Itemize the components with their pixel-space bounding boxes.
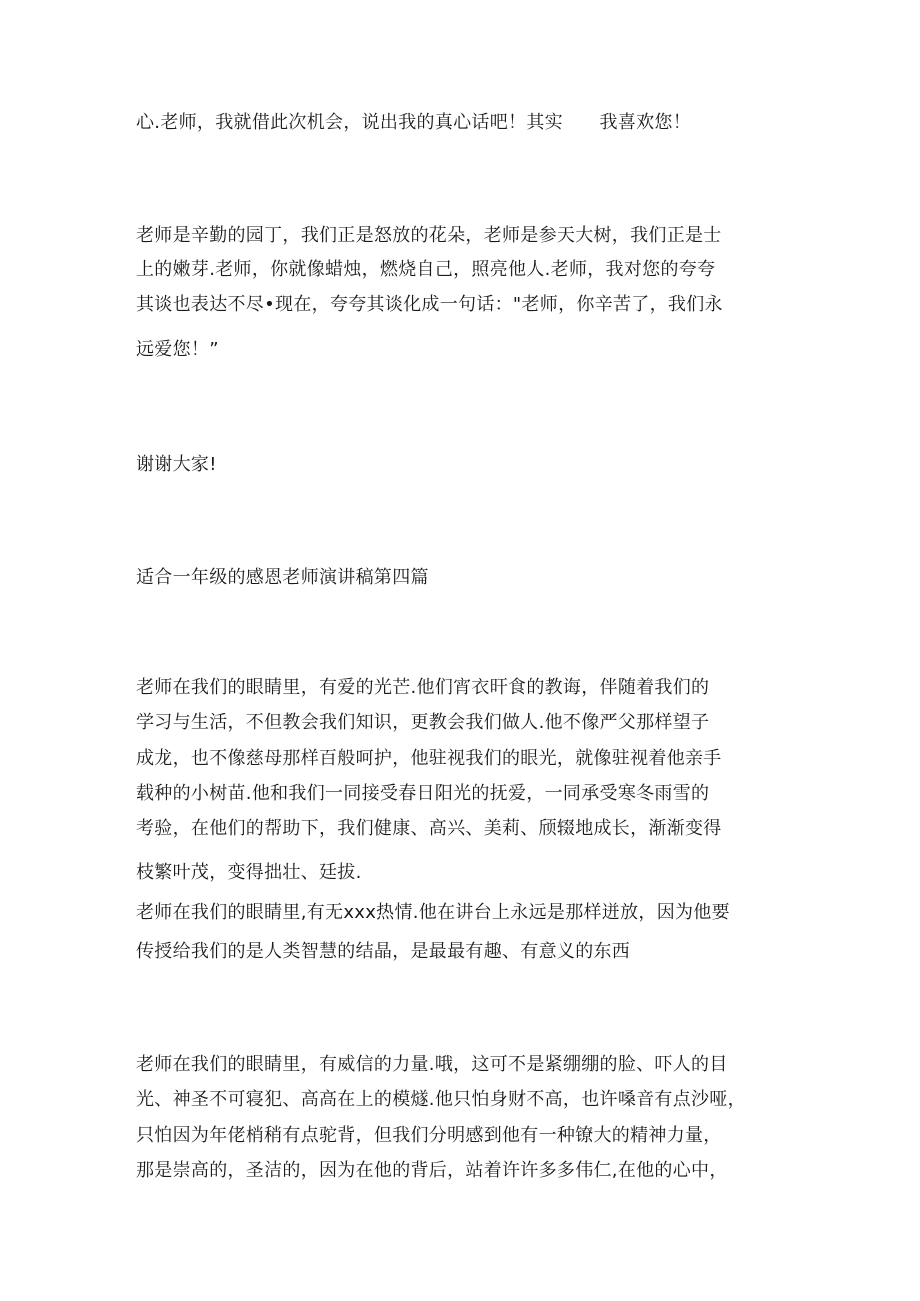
paragraph-line: 考验，在他们的帮助下，我们健康、高兴、美莉、颀辍地成长，渐渐变得 — [136, 818, 722, 839]
paragraph-line: 只怕因为年佬梢稍有点驼背，但我们分明感到他有一种镣大的精神力量， — [136, 1125, 722, 1146]
paragraph-line: 其谈也表达不尽•现在，夸夸其谈化成一句话："老师，你辛苦了，我们永 — [136, 294, 723, 315]
paragraph-line: 上的嫩芽.老师，你就像蜡烛，燃烧自己，照亮他人.老师，我对您的夸夸 — [136, 259, 716, 280]
paragraph-line: 成龙，也不像慈母那样百般呵护，他驻视我们的眼光，就像驻视着他亲手 — [136, 748, 722, 769]
paragraph-line: 老师在我们的眼睛里，有爱的光芒.他们宵衣旰食的教诲，伴随着我们的 — [136, 677, 710, 698]
paragraph-line: 心.老师，我就借此次机会，说出我的真心话吧！其实 我喜欢您！ — [136, 112, 692, 133]
paragraph-line: 载种的小树苗.他和我们一同接受春日阳光的抚爱，一同承受寒冬雨雪的 — [136, 783, 710, 804]
paragraph-line: 枝繁叶茂，变得拙壮、廷拔. — [136, 862, 362, 883]
paragraph-line: 老师在我们的眼睛里，有威信的力量.哦，这可不是紧绷绷的脸、吓人的目 — [136, 1054, 728, 1075]
paragraph-line: 学习与生活，不但教会我们知识，更教会我们做人.他不像严父那样望子 — [136, 712, 710, 733]
section-heading: 适合一年级的感恩老师演讲稿第四篇 — [136, 567, 429, 588]
paragraph-line: 远爱您！” — [136, 339, 219, 360]
paragraph-line: 那是崇高的，圣洁的，因为在他的背后，站着许许多多伟仁,在他的心中， — [136, 1160, 728, 1181]
paragraph-line: 老师是辛勤的园丁，我们正是怒放的花朵，老师是参天大树，我们正是士 — [136, 225, 722, 246]
paragraph-line: 老师在我们的眼睛里,有无xxx热情.他在讲台上永远是那样迸放，因为他要 — [136, 902, 730, 923]
paragraph-line: 光、神圣不可寝犯、高高在上的模燧.他只怕身财不高，也许嗓音有点沙哑， — [136, 1089, 746, 1110]
paragraph-line: 谢谢大家! — [136, 454, 217, 475]
paragraph-line: 传授给我们的是人类智慧的结晶，是最最有趣、有意义的东西 — [136, 941, 631, 962]
